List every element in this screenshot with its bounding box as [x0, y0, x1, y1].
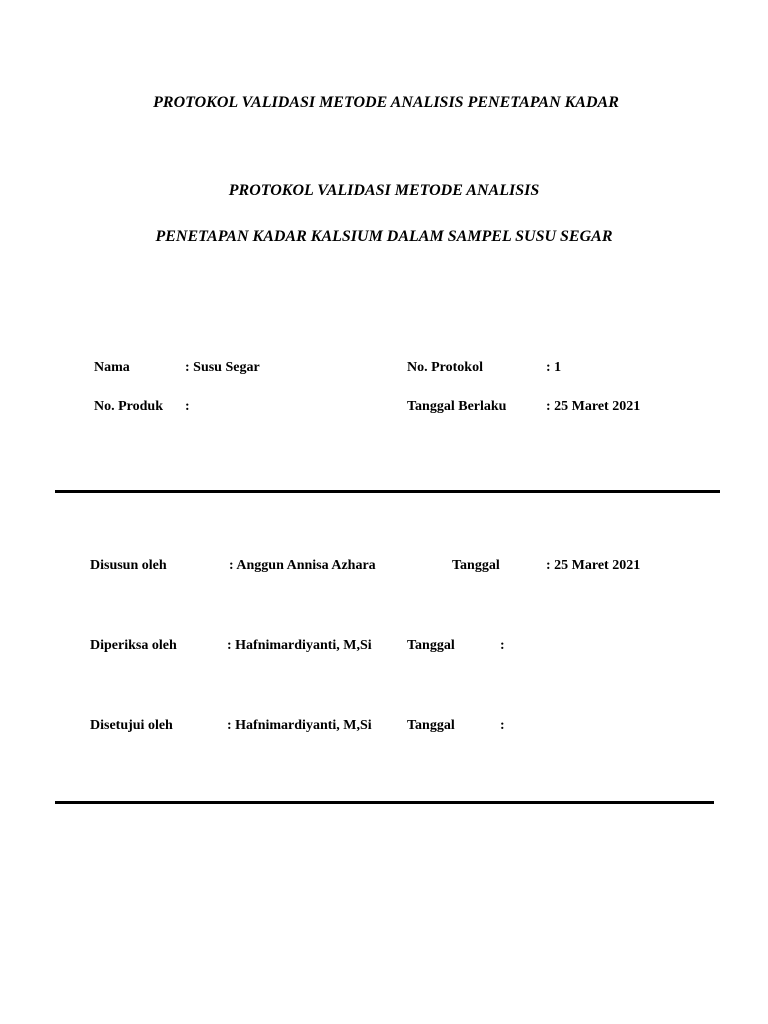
- disusun-date-label: Tanggal: [452, 558, 500, 573]
- no-produk-value: :: [185, 399, 190, 414]
- disetujui-date-value: :: [500, 718, 505, 733]
- disetujui-name: : Hafnimardiyanti, M,Si: [227, 718, 372, 733]
- divider-bottom: [55, 801, 714, 804]
- main-title: PROTOKOL VALIDASI METODE ANALISIS PENETAPAN KADAR: [153, 94, 619, 111]
- nama-value: : Susu Segar: [185, 360, 260, 375]
- diperiksa-date-label: Tanggal: [407, 638, 455, 653]
- disusun-date-value: : 25 Maret 2021: [546, 558, 641, 573]
- subtitle-line-1: PROTOKOL VALIDASI METODE ANALISIS: [228, 182, 540, 199]
- diperiksa-label: Diperiksa oleh: [90, 638, 177, 653]
- disusun-name: : Anggun Annisa Azhara: [229, 558, 376, 573]
- no-protokol-value: : 1: [546, 360, 562, 375]
- subtitle-line-2: PENETAPAN KADAR KALSIUM DALAM SAMPEL SUSU SEGAR: [155, 228, 613, 245]
- disetujui-date-label: Tanggal: [407, 718, 455, 733]
- disetujui-label: Disetujui oleh: [90, 718, 173, 733]
- no-produk-label: No. Produk: [94, 399, 163, 414]
- disusun-label: Disusun oleh: [90, 558, 167, 573]
- divider-top: [55, 490, 720, 493]
- nama-label: Nama: [94, 360, 130, 375]
- no-protokol-label: No. Protokol: [407, 360, 483, 375]
- tanggal-berlaku-value: : 25 Maret 2021: [546, 399, 641, 414]
- diperiksa-date-value: :: [500, 638, 505, 653]
- diperiksa-name: : Hafnimardiyanti, M,Si: [227, 638, 372, 653]
- tanggal-berlaku-label: Tanggal Berlaku: [407, 399, 507, 414]
